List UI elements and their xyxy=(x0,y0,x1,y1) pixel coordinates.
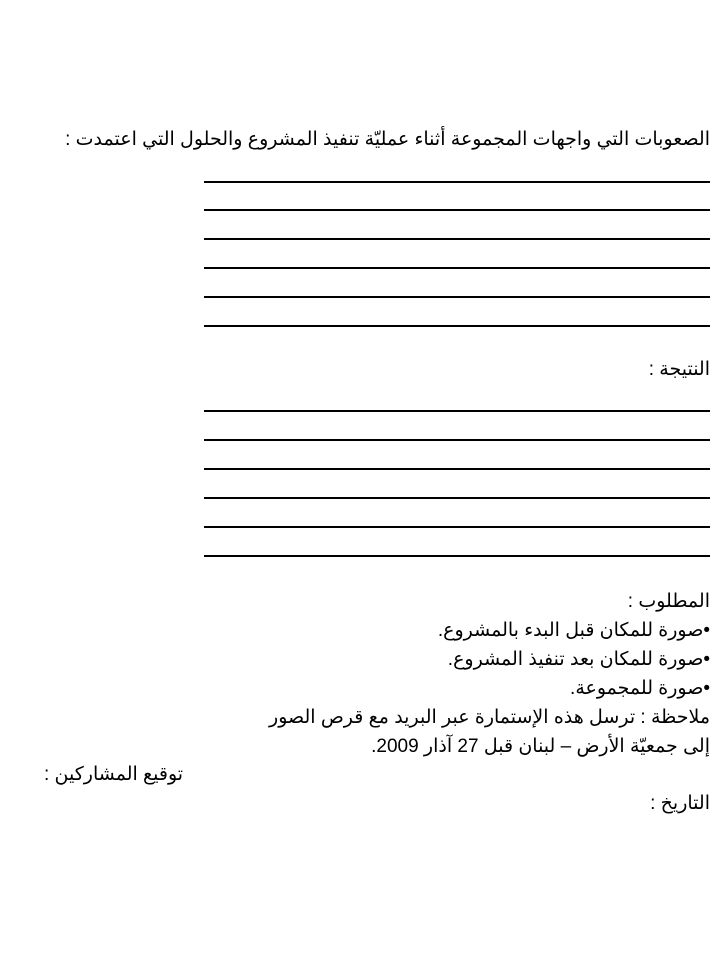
bullet-icon: • xyxy=(703,649,710,670)
participants-signature-label: توقيع المشاركين : xyxy=(44,764,184,785)
note-line-2: إلى جمعيّة الأرض – لبنان قبل 27 آذار 2009. xyxy=(371,736,710,757)
required-heading: المطلوب : xyxy=(627,591,710,612)
bullet-icon: • xyxy=(703,678,710,699)
bullet-icon: • xyxy=(703,620,710,641)
date-label: التاريخ : xyxy=(650,793,710,814)
required-item xyxy=(438,619,710,643)
blank-line xyxy=(204,267,710,269)
blank-line xyxy=(204,238,710,240)
result-heading: النتيجة : xyxy=(648,359,710,380)
blank-line xyxy=(204,526,710,528)
note-line-1: ملاحظة : ترسل هذه الإستمارة عبر البريد مع قرص الصور xyxy=(269,707,710,728)
required-item-text: صورة للمجموعة. xyxy=(570,678,704,699)
blank-line xyxy=(204,209,710,211)
blank-line xyxy=(204,468,710,470)
required-item-text: صورة للمكان قبل البدء بالمشروع. xyxy=(437,620,704,641)
blank-line xyxy=(204,325,710,327)
required-item-text: صورة للمكان بعد تنفيذ المشروع. xyxy=(447,649,704,670)
blank-line xyxy=(204,555,710,557)
blank-line xyxy=(204,181,710,183)
blank-line xyxy=(204,497,710,499)
required-item xyxy=(448,648,710,672)
blank-line xyxy=(204,439,710,441)
difficulties-heading: الصعوبات التي واجهات المجموعة أثناء عمليّة تنفيذ المشروع والحلول التي اعتمدت : xyxy=(65,129,710,150)
blank-line xyxy=(204,410,710,412)
required-item xyxy=(570,677,710,701)
blank-line xyxy=(204,296,710,298)
